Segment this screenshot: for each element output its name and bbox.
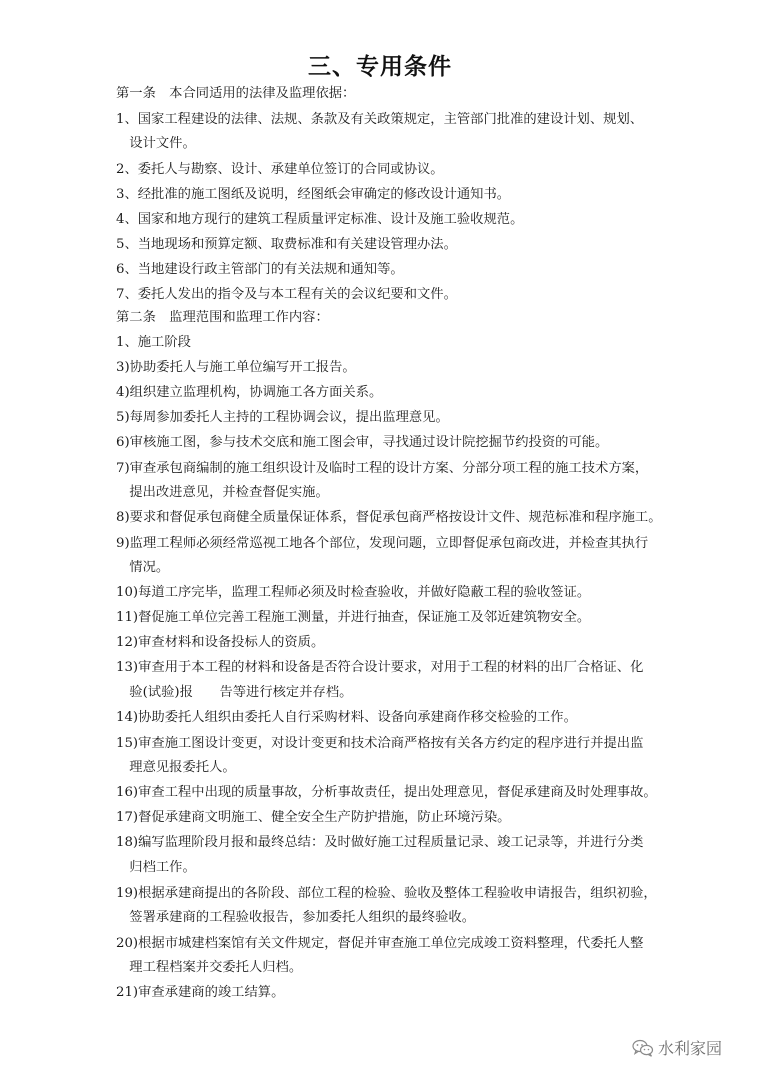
text-line: 签署承建商的工程验收报告，参加委托人组织的最终验收。 xyxy=(116,910,476,925)
text-line: 14)协助委托人组织由委托人自行采购材料、设备向承建商作移交检验的工作。 xyxy=(116,710,577,725)
text-line: 提出改进意见，并检查督促实施。 xyxy=(116,485,329,500)
text-line: 12)审查材料和设备投标人的资质。 xyxy=(116,635,325,650)
text-line: 20)根据市城建档案馆有关文件规定，督促并审查施工单位完成竣工资料整理，代委托人整 xyxy=(116,936,644,951)
text-line: 9)监理工程师必须经常巡视工地各个部位，发现问题，立即督促承包商改进，并检查其执行 xyxy=(116,536,649,551)
text-line: 6)审核施工图，参与技术交底和施工图会审，寻找通过设计院挖掘节约投资的可能。 xyxy=(116,435,609,450)
text-line: 21)审查承建商的竣工结算。 xyxy=(116,985,285,1000)
text-line: 13)审查用于本工程的材料和设备是否符合设计要求，对用于工程的材料的出厂合格证、化 xyxy=(116,660,644,675)
text-line: 18)编写监理阶段月报和最终总结：及时做好施工过程质量记录、竣工记录等，并进行分类 xyxy=(116,835,644,850)
text-line: 5)每周参加委托人主持的工程协调会议，提出监理意见。 xyxy=(116,410,449,425)
text-line: 3)协助委托人与施工单位编写开工报告。 xyxy=(116,360,356,375)
text-line: 16)审查工程中出现的质量事故，分析事故责任，提出处理意见，督促承建商及时处理事故。 xyxy=(116,785,657,800)
text-line: 2、委托人与勘察、设计、承建单位签订的合同或协议。 xyxy=(116,162,444,177)
wechat-icon xyxy=(632,1039,654,1057)
text-line: 5、当地现场和预算定额、取费标准和有关建设管理办法。 xyxy=(116,237,457,252)
text-line: 3、经批准的施工图纸及说明，经图纸会审确定的修改设计通知书。 xyxy=(116,187,511,202)
text-line: 11)督促施工单位完善工程施工测量，并进行抽查，保证施工及邻近建筑物安全。 xyxy=(116,610,591,625)
text-line: 15)审查施工图设计变更，对设计变更和技术洽商严格按有关各方约定的程序进行并提出监 xyxy=(116,736,644,751)
text-line: 情况。 xyxy=(116,560,170,575)
text-line: 1、施工阶段 xyxy=(116,335,191,350)
text-line: 19)根据承建商提出的各阶段、部位工程的检验、验收及整体工程验收申请报告，组织初验， xyxy=(116,886,657,901)
text-line: 6、当地建设行政主管部门的有关法规和通知等。 xyxy=(116,262,404,277)
text-line: 8)要求和督促承包商健全质量保证体系，督促承包商严格按设计文件、规范标准和程序施工。 xyxy=(116,510,662,525)
text-line: 设计文件。 xyxy=(116,136,196,151)
text-line: 17)督促承建商文明施工、健全安全生产防护措施，防止环境污染。 xyxy=(116,810,511,825)
watermark xyxy=(632,1036,722,1059)
text-line: 第二条 监理范围和监理工作内容： xyxy=(116,310,329,325)
text-line: 理工程档案并交委托人归档。 xyxy=(116,960,303,975)
text-line: 7、委托人发出的指令及与本工程有关的会议纪要和文件。 xyxy=(116,287,457,302)
page-title: 三、专用条件 xyxy=(308,54,452,80)
text-line: 归档工作。 xyxy=(116,860,196,875)
text-line: 第一条 本合同适用的法律及监理依据： xyxy=(116,86,356,101)
text-line: 1、国家工程建设的法律、法规、条款及有关政策规定，主管部门批准的建设计划、规划、 xyxy=(116,112,644,127)
text-line: 7)审查承包商编制的施工组织设计及临时工程的设计方案、分部分项工程的施工技术方案， xyxy=(116,461,649,476)
text-line: 4)组织建立监理机构，协调施工各方面关系。 xyxy=(116,385,383,400)
text-line: 验(试验)报 告等进行核定并存档。 xyxy=(116,685,353,700)
text-line: 10)每道工序完毕，监理工程师必须及时检查验收，并做好隐蔽工程的验收签证。 xyxy=(116,585,591,600)
text-line: 理意见报委托人。 xyxy=(116,760,236,775)
watermark-text: 水利家园 xyxy=(658,1039,723,1058)
text-line: 4、国家和地方现行的建筑工程质量评定标准、设计及施工验收规范。 xyxy=(116,212,524,227)
